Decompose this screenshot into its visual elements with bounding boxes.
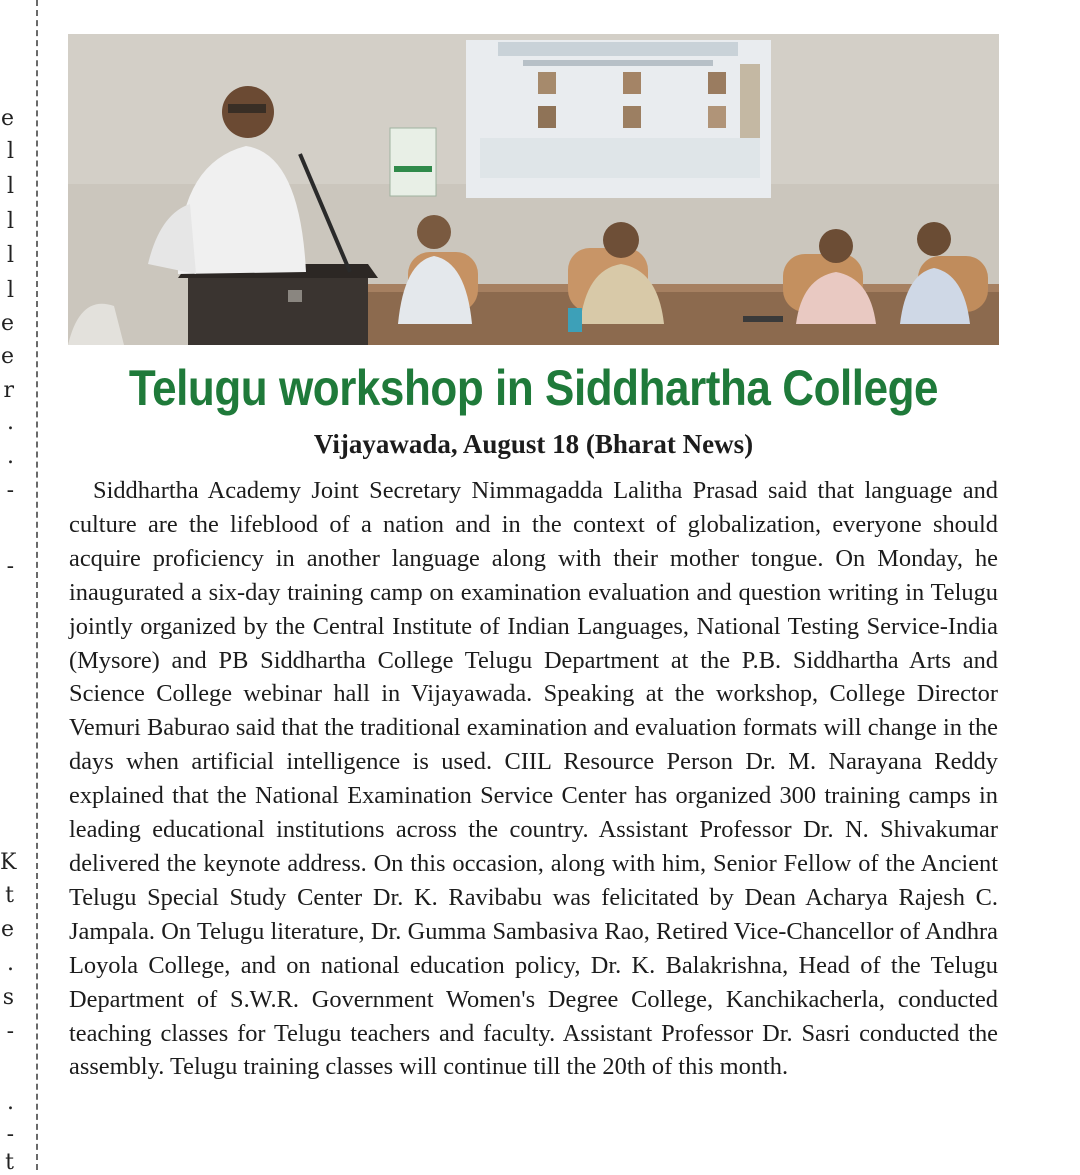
projection-screen — [466, 40, 771, 198]
previous-column-fragment: . — [7, 951, 14, 976]
previous-column-fragment: l — [6, 209, 14, 234]
event-photo — [68, 34, 999, 345]
previous-column-fragment: s — [2, 985, 14, 1010]
previous-column-fragment: . — [7, 444, 14, 469]
previous-column-fragment: - — [6, 554, 14, 579]
headline: Telugu workshop in Siddhartha College — [128, 360, 939, 416]
previous-column-fragment: e — [0, 344, 14, 369]
previous-column-fragment: l — [6, 139, 14, 164]
previous-column-fragment: e — [0, 311, 14, 336]
previous-column-gutter — [0, 0, 40, 1175]
lectern — [178, 264, 378, 345]
previous-column-fragment: l — [6, 243, 14, 268]
previous-column-fragment: - — [6, 1122, 14, 1147]
previous-column-fragment: . — [7, 410, 14, 435]
column-rule — [36, 0, 38, 1170]
previous-column-fragment: . — [7, 1090, 14, 1115]
previous-column-fragment: e — [0, 106, 14, 131]
previous-column-fragment: t — [5, 1150, 14, 1175]
previous-column-fragment: l — [6, 174, 14, 199]
previous-column-fragment: r — [3, 378, 14, 403]
previous-column-fragment: t — [5, 883, 14, 908]
previous-column-fragment: e — [0, 917, 14, 942]
previous-column-fragment: l — [6, 278, 14, 303]
dateline: Vijayawada, August 18 (Bharat News) — [313, 429, 754, 459]
previous-column-fragment: - — [6, 1019, 14, 1044]
previous-column-fragment: K — [0, 850, 17, 875]
article-body: Siddhartha Academy Joint Secretary Nimmagadda Lalitha Prasad said that language and culture are the lifeblood of a nation and in the context of globalization, everyone should acquire proficiency in another language along with their mother tongue. On Monday, he inaugurated a six-day training camp on examination evaluation and question writing in Telugu jointly organized by the Central Institute of Indian Languages, National Testing Service-India (Mysore) and PB Siddhartha College Telugu Department at the P.B. Siddhartha Arts and Science College webinar hall in Vijayawada. Speaking at the workshop, College Director Vemuri Baburao said that the traditional examination and evaluation formats will change in the days when artificial intelligence is used. CIIL Resource Person Dr. M. Narayana Reddy explained that the National Examination Service Center has organized 300 training camps in leading educational institutions across the country. Assistant Professor Dr. N. Shivakumar delivered the keynote address. On this occasion, along with him, Senior Fellow of the Ancient Telugu Special Study Center Dr. K. Ravibabu was felicitated by Dean Acharya Rajesh C. Jampala. On Telugu literature, Dr. Gumma Sambasiva Rao, Retired Vice-Chancellor of Andhra Loyola College, and on national education policy, Dr. K. Balakrishna, Head of the Telugu Department of S.W.R. Government Women's Degree College, Kanchikacherla, conducted teaching classes for Telugu teachers and faculty. Assistant Professor Dr. Sasri conducted the assembly. Telugu training classes will continue till the 20th of this month. — [69, 477, 998, 1081]
previous-column-fragment: - — [6, 478, 14, 503]
